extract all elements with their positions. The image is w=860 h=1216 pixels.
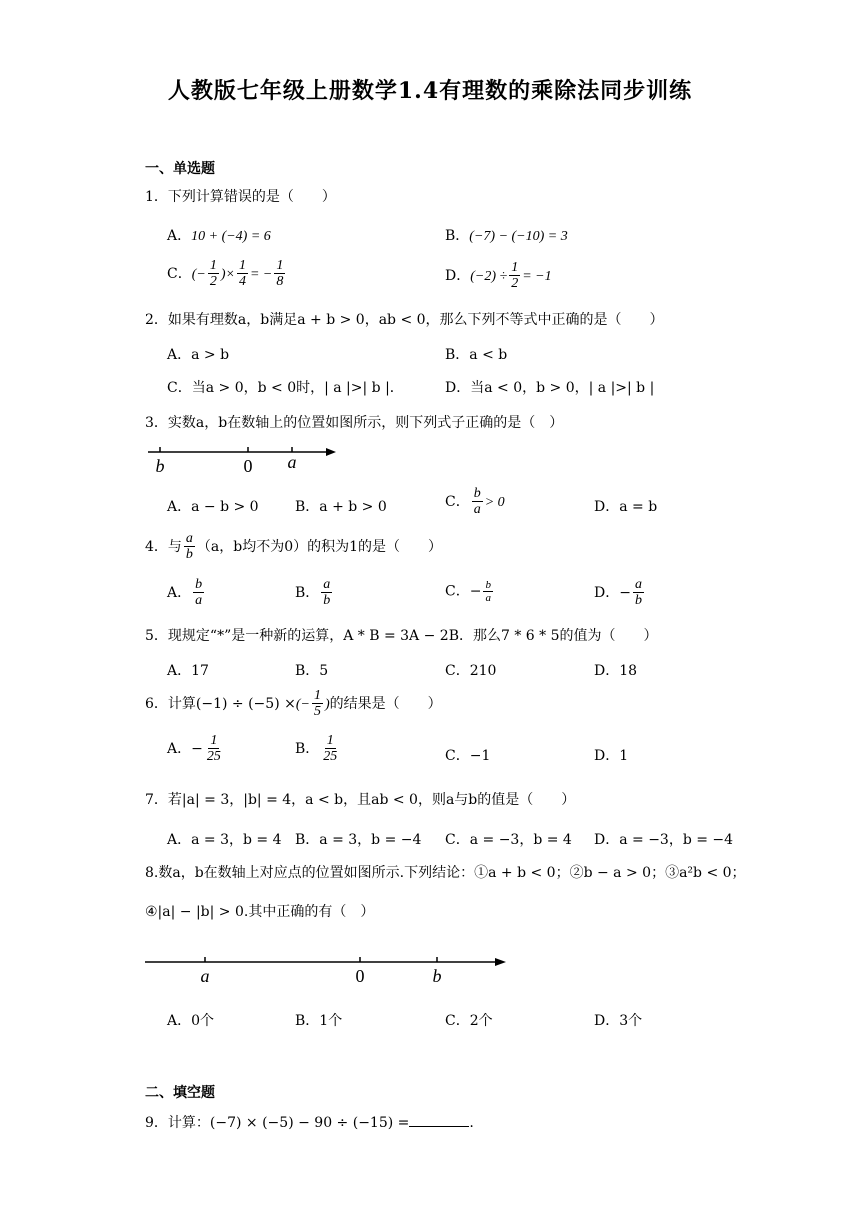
arrowhead <box>326 448 336 456</box>
q8-option-d[interactable]: D．3个 <box>594 1013 643 1029</box>
q4-option-a[interactable]: A． $\frac{b}{a}$ <box>167 577 203 609</box>
q6-option-d[interactable]: D．1 <box>594 748 629 764</box>
fraction: $\frac{1}{8}$ <box>276 258 284 290</box>
number-line-q8 <box>140 950 512 990</box>
question-2-stem: 2．如果有理数a，b满足a + b > 0，ab < 0，那么下列不等式中正确的是（ ） <box>145 312 664 328</box>
q1-option-b[interactable] <box>445 225 568 245</box>
q8-option-b[interactable]: B．1个 <box>295 1013 343 1029</box>
q3-option-b[interactable]: B．a + b > 0 <box>295 499 387 515</box>
question-5-stem: 5．现规定“*”是一种新的运算，A * B = 3A − 2B．那么7 * 6 * 5的值为（ ） <box>145 628 658 644</box>
q5-option-a[interactable]: A．17 <box>167 663 209 679</box>
expr-part: )× <box>220 266 235 282</box>
q8-option-a[interactable]: A．0个 <box>167 1013 215 1029</box>
page-title: 人教版七年级上册数学1.4有理数的乘除法同步训练 <box>167 78 693 104</box>
fraction: $\frac{1}{2}$ <box>209 258 217 290</box>
section-heading-fill-blank: 二、填空题 <box>145 1085 215 1101</box>
q6-option-b[interactable]: B． $\frac{1}{25}$ <box>295 733 338 765</box>
arrowhead <box>495 958 506 966</box>
axis-label-0: 0 <box>355 966 365 986</box>
fraction: $\frac{b}{a}$ <box>485 579 491 605</box>
fraction: $\frac{1}{4}$ <box>238 258 246 290</box>
q8-option-c[interactable]: C．2个 <box>445 1013 493 1029</box>
q1-option-a[interactable] <box>167 225 271 245</box>
axis-label-0: 0 <box>243 456 253 476</box>
question-6-stem: 6．计算(−1) ÷ (−5) ×(− $\frac{1}{5}$ )的结果是（ ） <box>145 688 442 720</box>
option-expr: (−7) − (−10) = 3 <box>469 229 568 244</box>
answer-blank[interactable] <box>409 1126 469 1127</box>
expr-part: (− <box>191 266 206 282</box>
option-label: A． <box>167 228 192 244</box>
fraction: $\frac{1}{2}$ <box>511 260 519 292</box>
q2-option-b[interactable]: B．a < b <box>445 347 508 363</box>
number-line-q3 <box>140 438 350 480</box>
q7-option-c[interactable]: C．a = −3，b = 4 <box>445 832 572 848</box>
fraction: $\frac{a}{b}$ <box>634 577 642 609</box>
q3-option-a[interactable]: A．a − b > 0 <box>167 499 259 515</box>
q4-option-b[interactable]: B． $\frac{a}{b}$ <box>295 577 331 609</box>
fraction: $\frac{1}{25}$ <box>323 733 338 765</box>
q4-option-d[interactable]: D．− $\frac{a}{b}$ <box>594 577 642 609</box>
fraction: $\frac{1}{25}$ <box>206 733 221 765</box>
q2-option-a[interactable]: A．a > b <box>167 347 230 363</box>
question-7-stem: 7．若|a| = 3，|b| = 4，a < b，且ab < 0，则a与b的值是（ ） <box>145 792 576 808</box>
q7-option-d[interactable]: D．a = −3，b = −4 <box>594 832 734 848</box>
axis-label-b: b <box>155 456 165 476</box>
q3-option-c[interactable] <box>445 486 505 518</box>
question-4-stem: 4．与 $\frac{a}{b}$ （a，b均不为0）的积为1的是（ ） <box>145 531 443 563</box>
q6-option-c[interactable]: C．−1 <box>445 748 491 764</box>
question-1-stem: 1．下列计算错误的是（ ） <box>145 189 336 205</box>
question-9-stem: 9．计算：(−7) × (−5) − 90 ÷ (−15) = . <box>145 1115 474 1131</box>
option-label: C． <box>445 493 470 510</box>
q5-option-c[interactable]: C．210 <box>445 663 497 679</box>
expr-part: = − <box>249 266 273 282</box>
option-label: B． <box>445 228 470 244</box>
q3-option-d[interactable]: D．a = b <box>594 499 658 515</box>
q1-option-c[interactable] <box>167 258 287 290</box>
question-3-stem: 3．实数a，b在数轴上的位置如图所示，则下列式子正确的是（ ） <box>145 415 564 431</box>
fraction: $\frac{a}{b}$ <box>323 577 331 609</box>
question-8-stem-line2: ④|a| − |b| > 0.其中正确的有（ ） <box>145 904 375 920</box>
fraction: $\frac{1}{5}$ <box>313 688 321 720</box>
fraction: $\frac{b}{a}$ <box>195 577 203 609</box>
option-expr: 10 + (−4) = 6 <box>191 229 271 244</box>
q5-option-b[interactable]: B．5 <box>295 663 329 679</box>
fraction: $\frac{b}{a}$ <box>473 486 481 518</box>
axis-label-a: a <box>200 966 210 986</box>
expr-part: = −1 <box>522 268 552 284</box>
q1-option-d[interactable] <box>445 260 552 292</box>
q7-option-b[interactable]: B．a = 3，b = −4 <box>295 832 422 848</box>
option-label: D． <box>445 267 471 284</box>
option-label: C． <box>167 265 192 282</box>
axis-label-b: b <box>432 966 442 986</box>
expr-part: (−2) ÷ <box>470 268 508 284</box>
q6-option-a[interactable]: A．− $\frac{1}{25}$ <box>167 733 221 765</box>
fraction: $\frac{a}{b}$ <box>185 531 193 563</box>
section-heading-single-choice: 一、单选题 <box>145 161 215 177</box>
question-8-stem-line1: 8.数a，b在数轴上对应点的位置如图所示.下列结论：①a + b < 0；②b − a > 0；③a²b < 0； <box>145 865 746 881</box>
q7-option-a[interactable]: A．a = 3，b = 4 <box>167 832 282 848</box>
q5-option-d[interactable]: D．18 <box>594 663 638 679</box>
q2-option-d[interactable]: D．当a < 0，b > 0，| a |>| b | <box>445 380 655 396</box>
expr-part: > 0 <box>484 494 505 510</box>
q2-option-c[interactable]: C．当a > 0，b < 0时，| a |>| b |． <box>167 380 404 396</box>
q4-option-c[interactable]: C．− $\frac{b}{a}$ <box>445 579 491 605</box>
axis-label-a: a <box>287 452 297 472</box>
